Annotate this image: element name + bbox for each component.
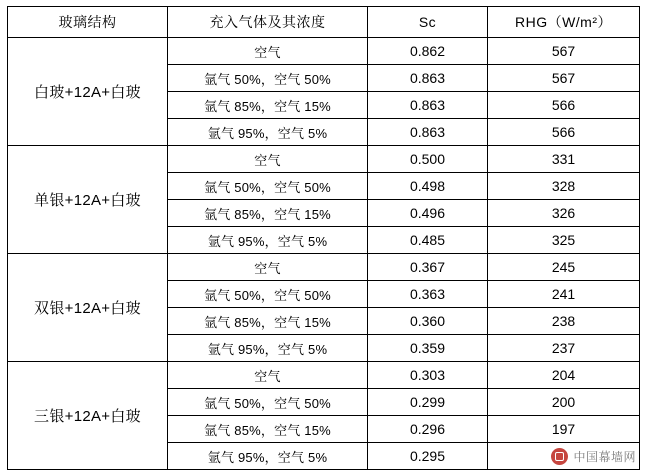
cell-sc: 0.496 [368,200,488,227]
cell-rhg: 566 [488,92,640,119]
cell-structure: 单银+12A+白玻 [8,146,168,254]
glass-performance-table [7,6,640,470]
cell-sc: 0.295 [368,443,488,470]
column-header-structure: 玻璃结构 [8,7,168,38]
cell-gas: 氩气 85%，空气 15% [168,200,368,227]
circle-logo-icon [551,448,568,465]
cell-rhg: 567 [488,65,640,92]
cell-sc: 0.359 [368,335,488,362]
cell-rhg: 197 [488,416,640,443]
cell-sc: 0.363 [368,281,488,308]
cell-sc: 0.299 [368,389,488,416]
cell-gas: 氩气 95%，空气 5% [168,335,368,362]
column-header-rhg: RHG（W/m²） [488,7,640,38]
cell-structure: 白玻+12A+白玻 [8,38,168,146]
cell-gas: 氩气 50%，空气 50% [168,281,368,308]
cell-sc: 0.863 [368,65,488,92]
watermark-label: 中国幕墙网 [573,450,636,464]
cell-gas: 氩气 95%，空气 5% [168,443,368,470]
cell-sc: 0.296 [368,416,488,443]
cell-gas: 氩气 85%，空气 15% [168,416,368,443]
cell-rhg: 245 [488,254,640,281]
cell-structure: 三银+12A+白玻 [8,362,168,470]
cell-sc: 0.303 [368,362,488,389]
cell-gas: 氩气 85%，空气 15% [168,308,368,335]
cell-sc: 0.863 [368,119,488,146]
table-body [8,38,640,470]
table-header [8,7,640,38]
cell-structure: 双银+12A+白玻 [8,254,168,362]
cell-sc: 0.500 [368,146,488,173]
cell-sc: 0.862 [368,38,488,65]
cell-rhg: 238 [488,308,640,335]
cell-sc: 0.360 [368,308,488,335]
cell-rhg: 204 [488,362,640,389]
watermark [551,448,636,465]
cell-rhg: 567 [488,38,640,65]
cell-gas: 氩气 95%，空气 5% [168,227,368,254]
cell-gas: 氩气 50%，空气 50% [168,173,368,200]
cell-gas: 氩气 85%，空气 15% [168,92,368,119]
cell-gas: 空气 [168,38,368,65]
column-header-gas: 充入气体及其浓度 [168,7,368,38]
cell-gas: 氩气 95%，空气 5% [168,119,368,146]
cell-gas: 氩气 50%，空气 50% [168,65,368,92]
header-row [8,7,640,38]
cell-rhg: 200 [488,389,640,416]
cell-rhg: 566 [488,119,640,146]
cell-gas: 空气 [168,362,368,389]
table-row [8,254,640,281]
table-row [8,146,640,173]
table-row [8,362,640,389]
cell-sc: 0.485 [368,227,488,254]
cell-gas: 空气 [168,254,368,281]
table-row [8,38,640,65]
cell-sc: 0.367 [368,254,488,281]
cell-sc: 0.863 [368,92,488,119]
cell-gas: 空气 [168,146,368,173]
cell-rhg: 241 [488,281,640,308]
cell-rhg: 331 [488,146,640,173]
cell-rhg: 326 [488,200,640,227]
document-page [0,6,646,471]
cell-rhg: 325 [488,227,640,254]
cell-rhg: 328 [488,173,640,200]
column-header-sc: Sc [368,7,488,38]
cell-rhg: 237 [488,335,640,362]
cell-sc: 0.498 [368,173,488,200]
cell-gas: 氩气 50%，空气 50% [168,389,368,416]
